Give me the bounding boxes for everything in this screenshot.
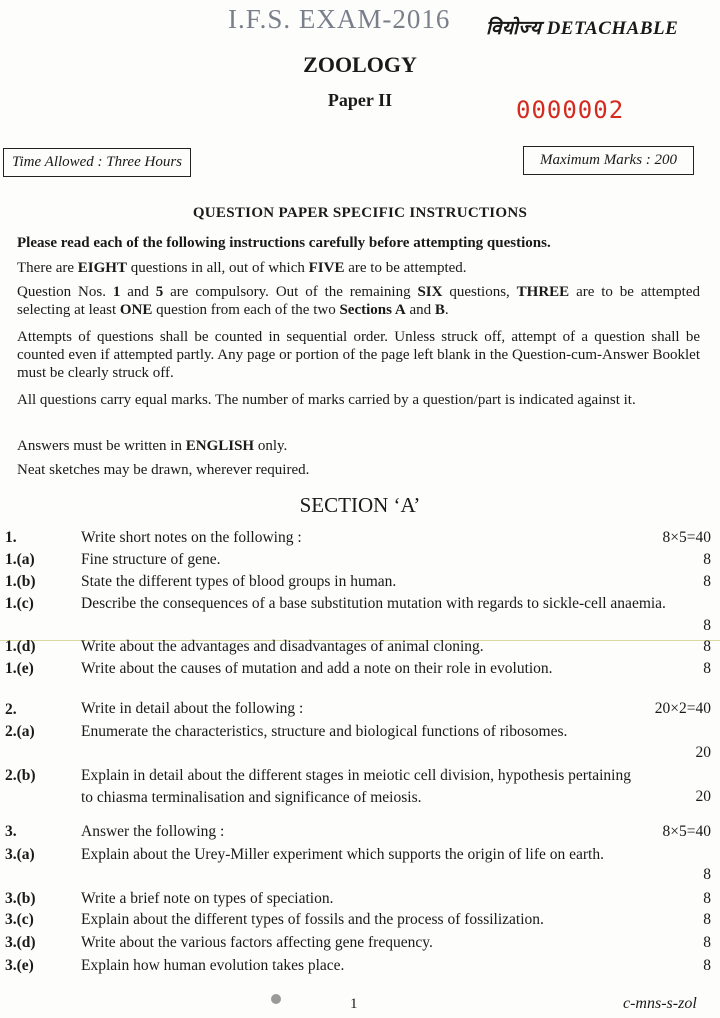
question-number: 1.(e) — [5, 660, 34, 677]
question-marks: 8 — [703, 638, 711, 655]
question-number: 3.(b) — [5, 890, 36, 907]
serial-number: 0000002 — [516, 96, 625, 124]
question-number: 3.(a) — [5, 846, 35, 863]
question-text: Explain how human evolution takes place. — [81, 957, 345, 974]
question-number: 3.(e) — [5, 957, 34, 974]
detachable-label: वियोज्य DETACHABLE — [486, 18, 679, 39]
instruction-item: Neat sketches may be drawn, wherever required. — [17, 462, 310, 478]
instruction-item: Question Nos. 1 and 5 are compulsory. Out of the remaining SIX questions, THREE are to be attempted selecting at least ONE question from each of the two Sections A and B. — [17, 284, 700, 318]
section-title: SECTION ‘A’ — [299, 493, 421, 517]
question-number: 2. — [5, 701, 17, 718]
question-text: Write about the causes of mutation and add a note on their role in evolution. — [81, 660, 553, 677]
question-number: 1.(d) — [5, 638, 36, 655]
question-number: 1.(a) — [5, 551, 35, 568]
subject-title: ZOOLOGY — [303, 52, 417, 77]
question-text: Fine structure of gene. — [81, 551, 221, 568]
paper-title: Paper II — [327, 90, 393, 110]
question-text: Describe the consequences of a base substitution mutation with regards to sickle-cell anaemia. — [81, 595, 666, 612]
question-marks: 8 — [703, 660, 711, 677]
question-text: Write in detail about the following : — [81, 700, 304, 717]
max-marks-box: Maximum Marks : 200 — [523, 146, 694, 175]
question-number: 1.(c) — [5, 595, 34, 612]
question-number: 3.(d) — [5, 934, 36, 951]
question-number: 1.(b) — [5, 573, 36, 590]
instruction-item: There are EIGHT questions in all, out of which FIVE are to be attempted. — [17, 260, 467, 276]
question-text: Write about the various factors affecting gene frequency. — [81, 934, 433, 951]
instruction-item: All questions carry equal marks. The number of marks carried by a question/part is indicated against it. — [17, 392, 636, 408]
question-text: Enumerate the characteristics, structure and biological functions of ribosomes. — [81, 723, 568, 740]
question-text: Write short notes on the following : — [81, 529, 302, 546]
question-marks: 8 — [703, 551, 711, 568]
question-number: 2.(b) — [5, 767, 36, 784]
question-text: Answer the following : — [81, 823, 225, 840]
question-number: 1. — [5, 529, 17, 546]
question-number: 3. — [5, 823, 17, 840]
question-marks: 8 — [703, 573, 711, 590]
question-number: 2.(a) — [5, 723, 35, 740]
question-marks: 20 — [695, 744, 711, 761]
question-marks: 8 — [703, 934, 711, 951]
question-marks: 8 — [703, 866, 711, 883]
question-marks: 8 — [703, 911, 711, 928]
question-text: Explain about the different types of fossils and the process of fossilization. — [81, 911, 544, 928]
instructions-heading: QUESTION PAPER SPECIFIC INSTRUCTIONS — [192, 205, 528, 221]
instructions-lead: Please read each of the following instructions carefully before attempting questions. — [17, 235, 551, 251]
time-allowed-box: Time Allowed : Three Hours — [3, 148, 191, 177]
exam-stamp: I.F.S. EXAM-2016 — [228, 4, 451, 34]
question-text: Write a brief note on types of speciation. — [81, 890, 334, 907]
question-marks: 8×5=40 — [662, 529, 711, 546]
question-text: Explain about the Urey-Miller experiment which supports the origin of life on earth. — [81, 846, 604, 863]
question-marks: 8 — [703, 957, 711, 974]
instruction-item: Answers must be written in ENGLISH only. — [17, 438, 288, 454]
question-text: State the different types of blood groups in human. — [81, 573, 397, 590]
question-text: Explain in detail about the different stages in meiotic cell division, hypothesis pertaining to chiasma terminalisation and significance of meiosis. — [81, 767, 631, 806]
smudge-dot-icon — [271, 994, 281, 1004]
instruction-item: Attempts of questions shall be counted in sequential order. Unless struck off, attempt of a question shall be counted even if attempted partly. Any page or portion of the page left blank in the Question-cum-Answer Booklet must be clearly struck off. — [17, 329, 700, 381]
question-marks: 8 — [703, 890, 711, 907]
question-marks: 20×2=40 — [654, 700, 711, 717]
question-text: Write about the advantages and disadvantages of animal cloning. — [81, 638, 484, 655]
question-marks: 20 — [695, 788, 711, 805]
question-number: 3.(c) — [5, 911, 34, 928]
paper-code: c-mns-s-zol — [623, 995, 697, 1012]
question-marks: 8×5=40 — [662, 823, 711, 840]
question-marks: 8 — [703, 617, 711, 634]
page-number: 1 — [350, 996, 358, 1012]
